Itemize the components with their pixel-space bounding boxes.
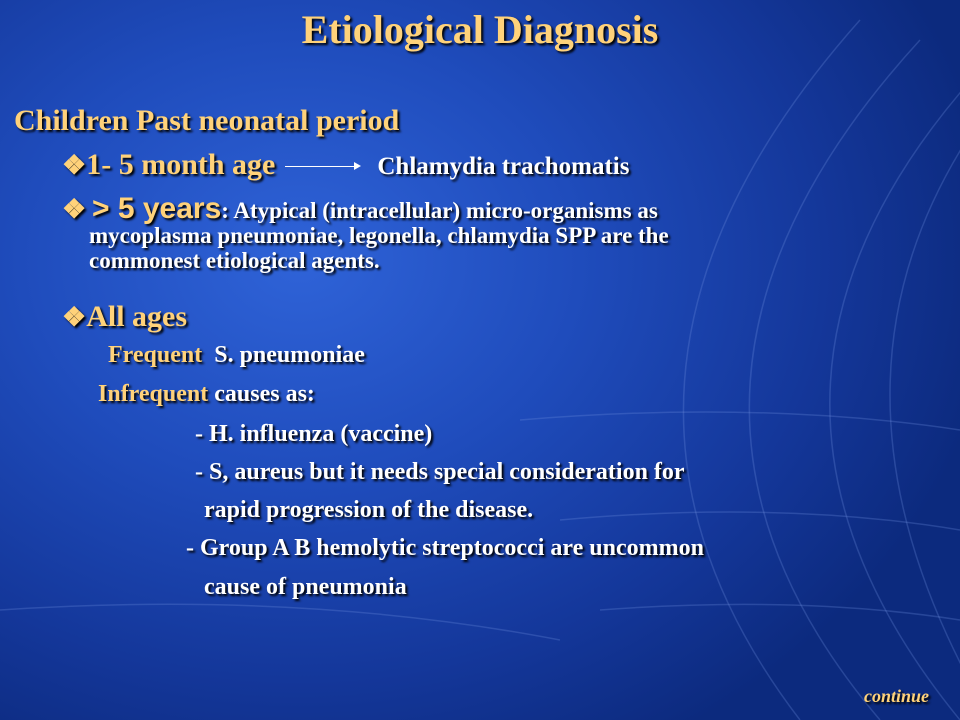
frequent-line <box>108 342 365 369</box>
diamond-bullet-icon: ❖ <box>62 150 87 180</box>
right-arrow-icon <box>285 165 361 169</box>
bullet-3 <box>62 300 187 334</box>
infrequent-label: Infrequent <box>98 381 209 407</box>
bullet-1-target: Chlamydia trachomatis <box>377 153 630 180</box>
cause-item-2-line-2: rapid progression of the disease. <box>204 497 534 523</box>
cause-item-2-line-1: - S, aureus but it needs special consideration for <box>195 459 685 485</box>
bullet-2-lead: > 5 years <box>91 192 222 225</box>
cause-item-3-line-1: - Group A B hemolytic streptococci are uncommon <box>186 535 704 561</box>
section-heading: Children Past neonatal period <box>14 104 400 137</box>
bullet-2 <box>62 192 669 273</box>
diamond-bullet-icon: ❖ <box>62 302 87 332</box>
bullet-1 <box>62 148 629 182</box>
bullet-2-line-1: : Atypical (intracellular) micro-organisms as <box>221 198 658 223</box>
bullet-2-line-3: commonest etiological agents. <box>89 248 380 273</box>
infrequent-value: causes as: <box>214 381 315 407</box>
bullet-1-lead: 1- 5 month age <box>86 148 276 181</box>
bullet-2-line-2: mycoplasma pneumoniae, legonella, chlamydia SPP are the <box>89 223 669 248</box>
infrequent-line <box>98 381 315 408</box>
continue-link[interactable]: continue <box>864 686 930 706</box>
frequent-label: Frequent <box>108 342 203 368</box>
cause-item-1: - H. influenza (vaccine) <box>195 421 433 447</box>
slide-title: Etiological Diagnosis <box>301 7 659 52</box>
frequent-value: S. pneumoniae <box>214 342 365 368</box>
bullet-3-lead: All ages <box>86 300 188 333</box>
cause-item-3-line-2: cause of pneumonia <box>204 574 407 600</box>
diamond-bullet-icon: ❖ <box>62 194 87 224</box>
